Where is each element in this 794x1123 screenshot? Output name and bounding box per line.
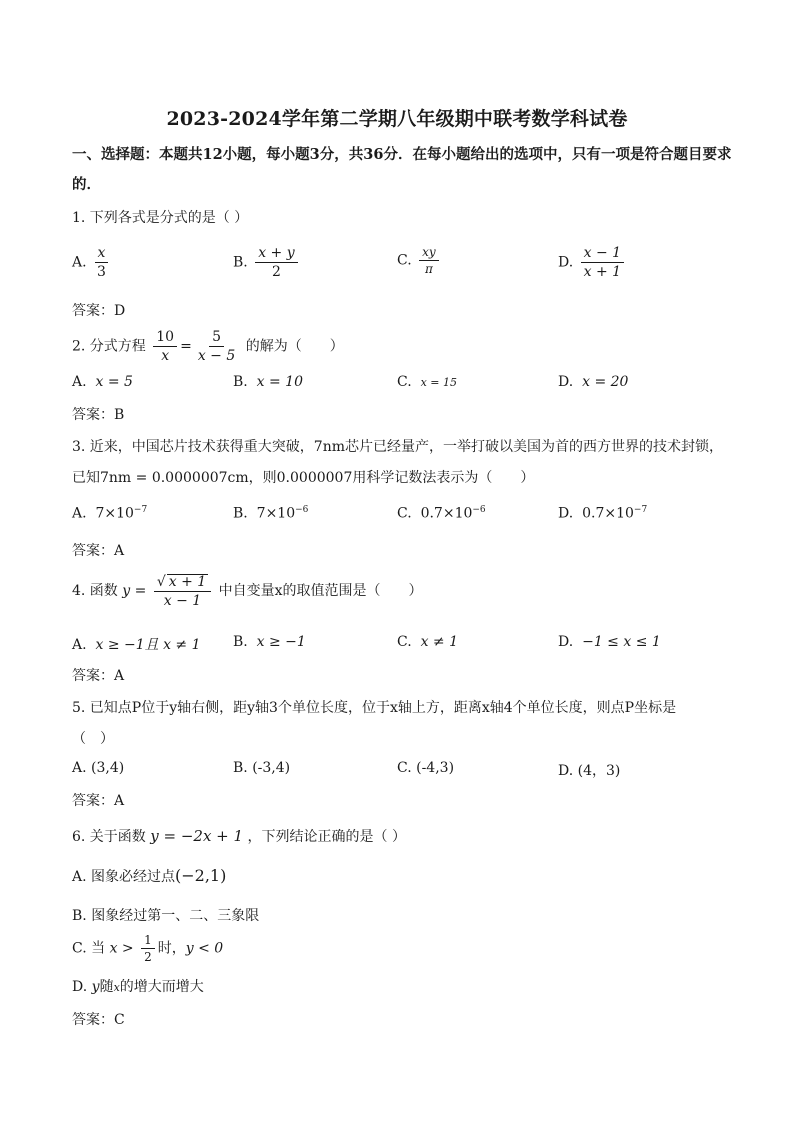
q4-option-b: B. x ≥ −1: [233, 634, 306, 650]
q3-option-d: D. $0.7\times 10^{-7}$: [558, 505, 648, 522]
section-header: 一、选择题：本题共12小题，每小题3分，共36分．在每小题给出的选项中，只有一项是符合题目要求的．: [72, 146, 732, 193]
question-3-stem-line1: 3. 近来，中国芯片技术获得重大突破，7nm芯片已经量产，一举打破以美国为首的西方世界的技术封锁，: [72, 439, 724, 455]
question-5-stem-line1: 5. 已知点P位于y轴右侧，距y轴3个单位长度，位于x轴上方，距离x轴4个单位长度，则点P坐标是: [72, 700, 677, 716]
q5-answer: 答案：A: [72, 793, 125, 809]
q2-right-fraction: $\frac{5}{x - 5}$: [197, 329, 236, 364]
q3-option-c: C. $0.7\times 10^{-6}$: [397, 505, 486, 522]
exam-title: 2023-2024学年第二学期八年级期中联考数学科试卷: [166, 108, 628, 130]
q6-option-a: A. 图象必经过点(−2,1): [72, 866, 227, 885]
q1-option-a: A. $\frac{x}{3}$: [72, 246, 112, 279]
q1-a-fraction: $\frac{x}{3}$: [94, 246, 109, 279]
q1-b-fraction: $\frac{x + y}{2}$: [255, 246, 297, 279]
q6-c-fraction: $\frac{1}{2}$: [141, 934, 155, 963]
q2-option-b: B. x = 10: [233, 374, 303, 390]
q3-option-b: B. $7\times 10^{-6}$: [233, 505, 309, 522]
q3-option-a: A. $7\times 10^{-7}$: [72, 505, 148, 522]
q1-option-c: C. $\frac{xy}{\pi}$: [397, 246, 442, 275]
question-6-stem: 6. 关于函数 y = −2x + 1 ，下列结论正确的是（ ）: [72, 827, 406, 845]
q1-option-d: D. $\frac{x - 1}{x + 1}$: [558, 246, 627, 279]
q1-c-fraction: $\frac{xy}{\pi}$: [419, 246, 439, 275]
question-1-stem: 1. 下列各式是分式的是（ ）: [72, 210, 249, 226]
q2-answer: 答案：B: [72, 407, 125, 423]
q6-option-d: D. y随x的增大而增大: [72, 979, 204, 995]
q1-answer: 答案：D: [72, 303, 126, 319]
q6-answer: 答案：C: [72, 1012, 125, 1028]
question-4-stem: 4. 函数 y = $\frac{√ x + 1}{x - 1}$ 中自变量x的取值范围是（ ）: [72, 574, 423, 609]
q1-option-b: B. $\frac{x + y}{2}$: [233, 246, 301, 279]
q1-d-fraction: $\frac{x - 1}{x + 1}$: [581, 246, 624, 279]
q2-left-fraction: $\frac{10}{x}$: [153, 330, 177, 363]
q2-option-c: C. x = 15: [397, 374, 457, 390]
q4-answer: 答案：A: [72, 668, 125, 684]
q3-answer: 答案：A: [72, 543, 125, 559]
q4-option-d: D. −1 ≤ x ≤ 1: [558, 634, 661, 650]
q6-option-b: B. 图象经过第一、二、三象限: [72, 908, 260, 924]
question-3-stem-line2: 已知7nm = 0.0000007cm，则0.0000007用科学记数法表示为（ ）: [72, 470, 535, 486]
q4-function-fraction: $\frac{√ x + 1}{x - 1}$: [154, 574, 211, 608]
question-5-stem-line2: （ ）: [72, 731, 114, 747]
q5-option-b: B. (-3,4): [233, 760, 291, 776]
question-2-stem: 2. 分式方程 $\frac{10}{x}$ = $\frac{5}{x - 5}$ 的解为（ ）: [72, 329, 344, 364]
q4-option-a: A. x ≥ −1且 x ≠ 1: [72, 637, 201, 653]
q4-option-c: C. x ≠ 1: [397, 634, 459, 650]
q5-option-a: A. (3,4): [72, 760, 125, 776]
q5-option-d: D. (4，3): [558, 763, 621, 779]
q6-option-c: C. 当 x > $\frac{1}{2}$ 时，y < 0: [72, 933, 224, 964]
q5-option-c: C. (-4,3): [397, 760, 455, 776]
q2-option-d: D. x = 20: [558, 374, 629, 390]
q2-option-a: A. x = 5: [72, 374, 133, 390]
